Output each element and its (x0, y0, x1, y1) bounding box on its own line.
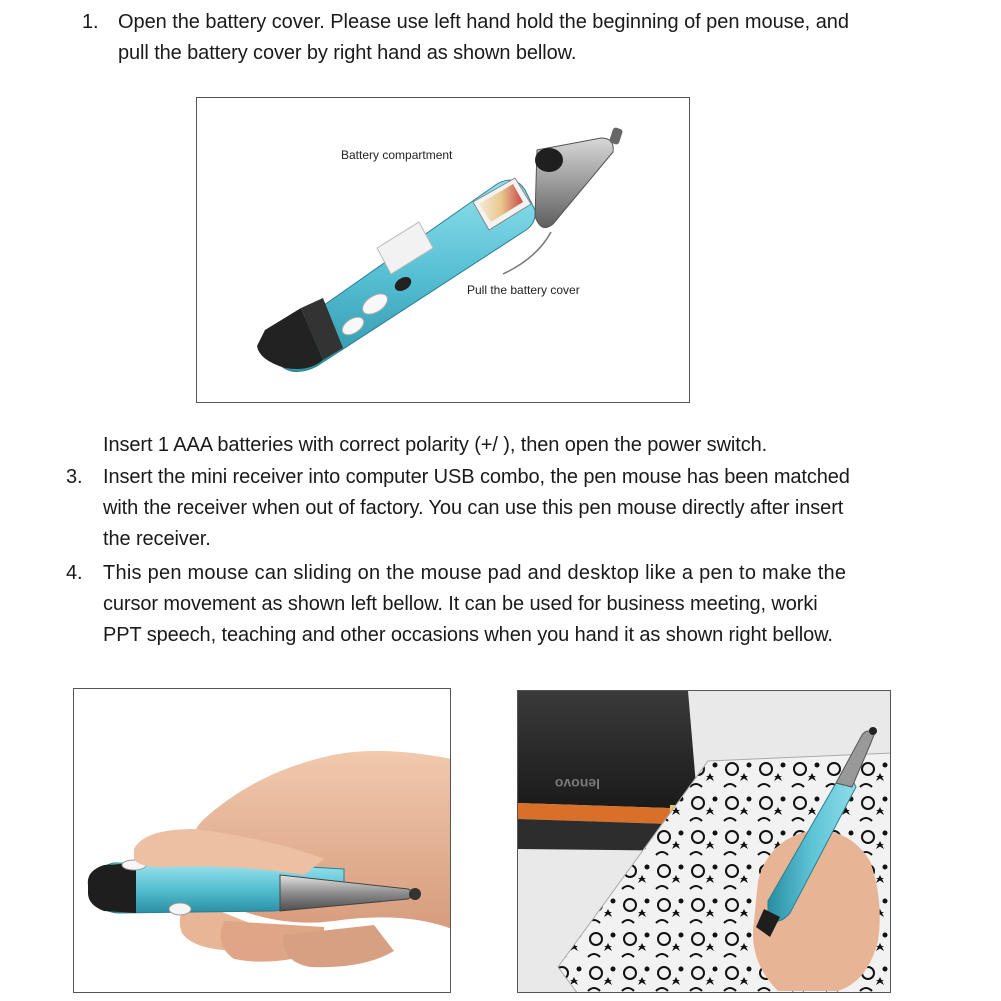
step-3-line-2: with the receiver when out of factory. You can use this pen mouse directly after insert (103, 497, 844, 519)
step-4-line-2: cursor movement as shown left bellow. It can be used for business meeting, worki (103, 593, 818, 615)
step-2-line-1: Insert 1 AAA batteries with correct polarity (+/ ), then open the power switch. (103, 434, 768, 456)
step-4 (0, 558, 1001, 654)
step-2 (0, 430, 1001, 462)
pen-mouse-open-illustration (197, 98, 690, 403)
step-1-number: 1. (82, 11, 99, 33)
label-battery-compartment: Battery compartment (341, 148, 453, 162)
figure-pen-on-mousepad (517, 690, 891, 993)
step-1-line-2: pull the battery cover by right hand as shown bellow. (118, 42, 577, 64)
laptop-brand-logo: lenovo (554, 776, 600, 792)
step-3-line-3: the receiver. (103, 528, 211, 550)
step-4-line-1: This pen mouse can sliding on the mouse pad and desktop like a pen to make the (103, 562, 847, 584)
step-4-line-3: PPT speech, teaching and other occasions when you hand it as shown right bellow. (103, 624, 833, 646)
step-3-line-1: Insert the mini receiver into computer USB combo, the pen mouse has been matched (103, 466, 850, 488)
label-pull-battery-cover: Pull the battery cover (467, 283, 580, 297)
pen-on-mousepad-illustration (518, 691, 891, 993)
step-3-number: 3. (66, 466, 83, 488)
figure-battery-compartment (196, 97, 690, 403)
step-1 (0, 7, 1001, 71)
step-4-number: 4. (66, 562, 83, 584)
step-3 (0, 462, 1001, 558)
step-1-line-1: Open the battery cover. Please use left hand hold the beginning of pen mouse, and (118, 11, 849, 33)
figure-hand-holding-pen (73, 688, 451, 993)
hand-holding-pen-illustration (74, 689, 451, 993)
